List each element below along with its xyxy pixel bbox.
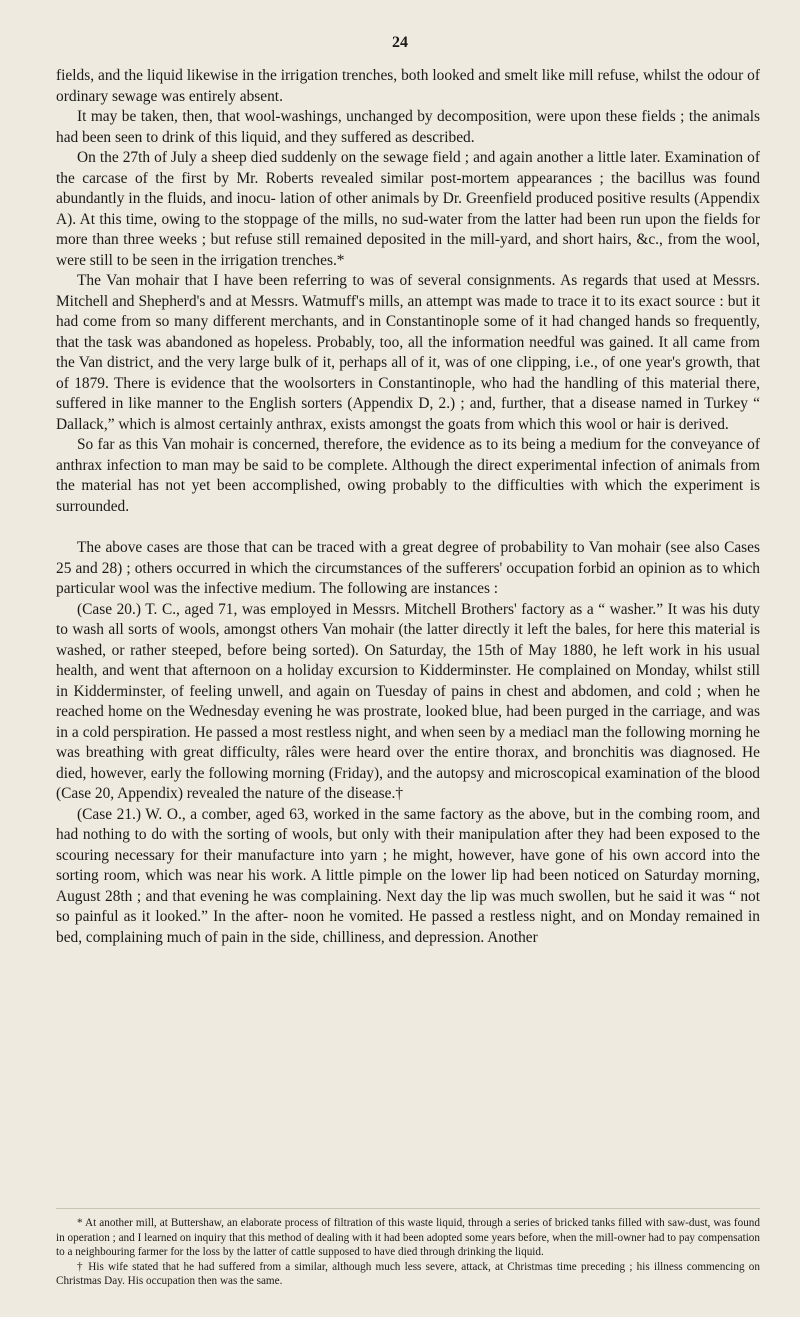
case-paragraph-21: (Case 21.) W. O., a comber, aged 63, worked in the same factory as the above, but in the combing room, and had nothing to do with the sorting of wools, but only with their manipulation after they had been exposed to the scouring necessary for their manufacture into yarn ; he might, however, have gone of his own accord into the sorting room, which was near his work. A little pimple on the lower lip had been noticed on Saturday morning, August 28th ; and that evening he was complaining. Next day the lip was much swollen, but he said it was “ not so painful as it looked.” In the after- noon he vomited. He passed a restless night, and on Monday remained in bed, complaining much of pain in the side, chilliness, and depression. Another xyxy=(56,805,760,946)
paragraph: The Van mohair that I have been referring to was of several consignments. As regards that used at Messrs. Mitchell and Shepherd's and at Messrs. Watmuff's mills, an attempt was made to trace it to its exact source : but it had come from so many different merchants, and in Constantinople some of it had changed hands so frequently, that the task was abandoned as hopeless. Probably, too, all the information needful was gained. It all came from the Van district, and the very large bulk of it, perhaps all of it, was of one clipping, i.e., of one year's growth, that of 1879. There is evidence that the woolsorters in Constantinople, who had the handling of this material there, suffered in like manner to the English sorters (Appendix D, 2.) ; and, further, that a disease named in Turkey “ Dallack,” which is almost certainly anthrax, exists amongst the goats from which this wool or hair is derived. xyxy=(56,272,760,433)
paragraph: fields, and the liquid likewise in the irrigation trenches, both looked and smelt like mill refuse, whilst the odour of ordinary sewage was entirely absent. xyxy=(56,67,760,105)
case-paragraph-20: (Case 20.) T. C., aged 71, was employed in Messrs. Mitchell Brothers' factory as a “ washer.” It was his duty to wash all sorts of wools, amongst others Van mohair (the latter directly it left the bales, for here this material is washed, or rather steeped, before being sorted). On Saturday, the 15th of May 1880, he left work in his usual health, and went that afternoon on a holiday excursion to Kidderminster. He complained on Monday, whilst still in Kidderminster, of feeling unwell, and again on Tuesday of pains in chest and abdomen, and cold ; when he reached home on the Wednesday evening he was prostrate, looked blue, had been purged in the carriage, and was in a cold perspiration. He passed a most restless night, and when seen by a mediacl man the following morning he was breathing with great difficulty, râles were heard over the entire thorax, and bronchitis was diagnosed. He died, however, early the following morning (Friday), and the autopsy and microscopical examination of the blood (Case 20, Appendix) revealed the nature of the disease.† xyxy=(56,600,760,802)
footnote-asterisk: * At another mill, at Buttershaw, an elaborate process of filtration of this waste liquid, through a series of bricked tanks filled with saw-dust, was found in operation ; and I learned on inquiry that this method of dealing with it had been adopted some years before, when the mill-owner had to pay compensation to a neighbouring farmer for the loss by the latter of cattle supposed to have died through drinking the liquid. xyxy=(56,1217,760,1258)
section-break xyxy=(56,517,760,538)
footnote-dagger: † His wife stated that he had suffered from a similar, although much less severe, attack, at Christmas time preceding ; his illness commencing on Christmas Day. His occupation then was the same. xyxy=(56,1260,760,1287)
paragraph: On the 27th of July a sheep died suddenly on the sewage field ; and again another a little later. Examination of the carcase of the first by Mr. Roberts revealed similar post-mortem appearances ; the bacillus was found abundantly in the fluids, and inocu- lation of other animals by Dr. Greenfield produced positive results (Appendix A). At this time, owing to the stoppage of the mills, no sud-water from the latter had been run upon the fields for more than three weeks ; but refuse still remained deposited in the mill-yard, and short hairs, &c., from the wool, were still to be seen in the irrigation trenches.* xyxy=(56,149,760,269)
paragraph: The above cases are those that can be traced with a great degree of probability to Van mohair (see also Cases 25 and 28) ; others occurred in which the circumstances of the sufferers' occupation forbid an opinion as to which particular wool was the infective medium. The following are instances : xyxy=(56,539,760,597)
footnotes xyxy=(56,1208,760,1289)
body-text xyxy=(56,66,760,948)
page-number: 24 xyxy=(392,34,408,51)
paragraph: It may be taken, then, that wool-washings, unchanged by decomposition, were upon these fields ; the animals had been seen to drink of this liquid, and they suffered as described. xyxy=(56,108,760,146)
paragraph: So far as this Van mohair is concerned, therefore, the evidence as to its being a medium for the conveyance of anthrax infection to man may be said to be complete. Although the direct experimental infection of animals from the material has not yet been accomplished, owing probably to the difficulties with which the experiment is surrounded. xyxy=(56,436,760,515)
